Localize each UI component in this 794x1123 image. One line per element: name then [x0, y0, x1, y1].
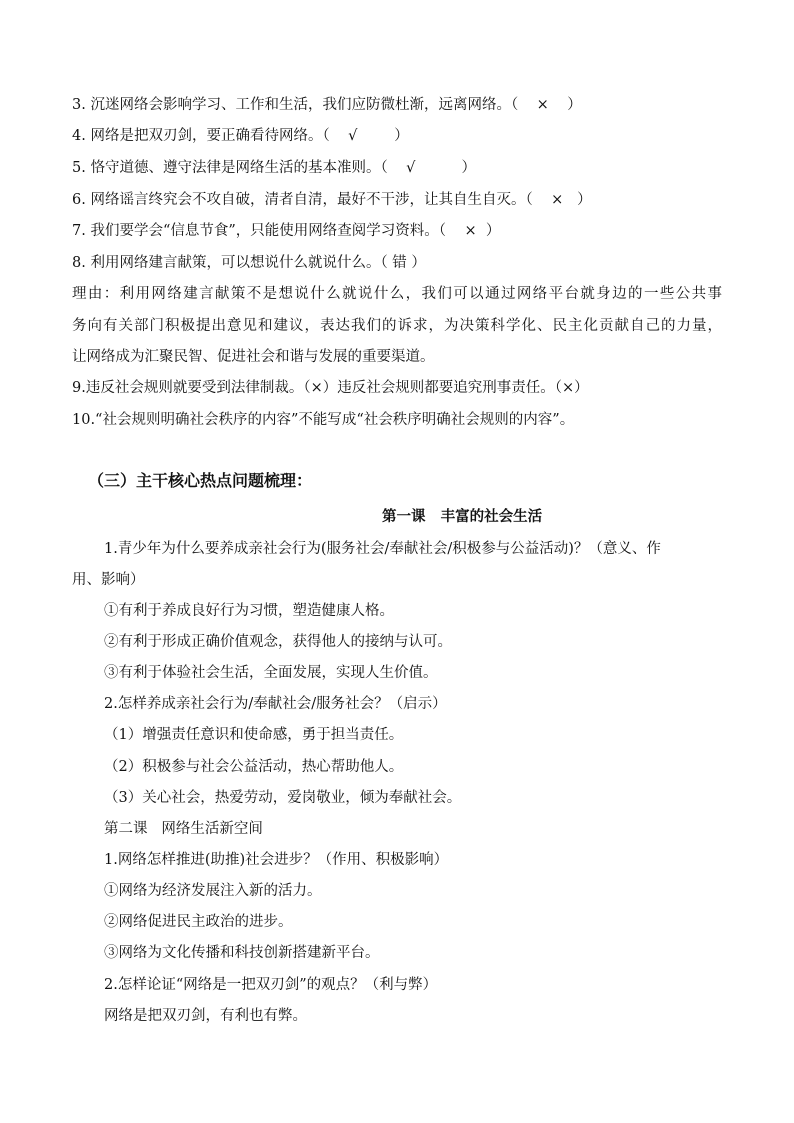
judgment-item-7: 7. 我们要学会“信息节食”，只能使用网络查阅学习资料。（ × ）	[72, 223, 501, 239]
lesson1-q2-answer1: （1）增强责任意识和使命感，勇于担当责任。	[104, 727, 404, 743]
lesson1-q1-answer1: ①有利于养成良好行为习惯，塑造健康人格。	[104, 603, 394, 619]
reason-line-1: 理由：利用网络建言献策不是想说什么就说什么，我们可以通过网络平台就身边的一些公共事	[72, 286, 722, 302]
reason-line-2: 务向有关部门积极提出意见和建议，表达我们的诉求，为决策科学化、民主化贡献自己的力量，	[72, 318, 722, 334]
judgment-item-10: 10.“社会规则明确社会秩序的内容”不能写成“社会秩序明确社会规则的内容”。	[72, 412, 575, 428]
judgment-item-4: 4. 网络是把双刃剑，要正确看待网络。（ √ ）	[72, 128, 409, 144]
lesson1-title: 第一课 丰富的社会生活	[382, 509, 543, 525]
judgment-item-6: 6. 网络谣言终究会不攻自破，清者自清，最好不干涉，让其自生自灭。（ × ）	[72, 192, 592, 208]
section-heading: （三）主干核心热点问题梳理：	[88, 471, 313, 490]
lesson2-q2: 2.怎样论证“网络是一把双刃剑”的观点？（利与弊）	[104, 977, 438, 993]
lesson2-q2-answer: 网络是把双刃剑，有利也有弊。	[104, 1008, 307, 1024]
lesson2-q1-answer2: ②网络促进民主政治的进步。	[104, 914, 293, 930]
judgment-item-5: 5. 恪守道德、遵守法律是网络生活的基本准则。（ √ ）	[72, 160, 476, 176]
lesson1-q2: 2.怎样养成亲社会行为/奉献社会/服务社会？（启示）	[104, 696, 447, 712]
lesson1-q1-line2: 用、影响）	[72, 572, 145, 588]
judgment-item-8: 8. 利用网络建言献策，可以想说什么就说什么。（ 错 ）	[72, 255, 426, 271]
lesson1-q2-answer2: （2）积极参与社会公益活动，热心帮助他人。	[104, 759, 404, 775]
lesson2-title: 第二课 网络生活新空间	[104, 821, 263, 837]
judgment-item-9: 9.违反社会规则就要受到法律制裁。（×）违反社会规则都要追究刑事责任。（×）	[72, 380, 589, 396]
lesson2-q1-answer1: ①网络为经济发展注入新的活力。	[104, 883, 322, 899]
lesson1-q1-line1: 1.青少年为什么要养成亲社会行为(服务社会/奉献社会/积极参与公益活动)？（意义、作	[104, 541, 661, 557]
lesson2-q1: 1.网络怎样推进(助推)社会进步？（作用、积极影响）	[104, 852, 449, 868]
lesson2-q1-answer3: ③网络为文化传播和科技创新搭建新平台。	[104, 945, 380, 961]
lesson1-q1-answer2: ②有利于形成正确价值观念，获得他人的接纳与认可。	[104, 634, 452, 650]
lesson1-q2-answer3: （3）关心社会，热爱劳动，爱岗敬业，倾为奉献社会。	[104, 790, 462, 806]
lesson1-q1-answer3: ③有利于体验社会生活，全面发展，实现人生价值。	[104, 665, 438, 681]
judgment-item-3: 3. 沉迷网络会影响学习、工作和生活，我们应防微杜渐，远离网络。（ × ）	[72, 97, 582, 113]
reason-line-3: 让网络成为汇聚民智、促进社会和谐与发展的重要渠道。	[72, 349, 435, 365]
